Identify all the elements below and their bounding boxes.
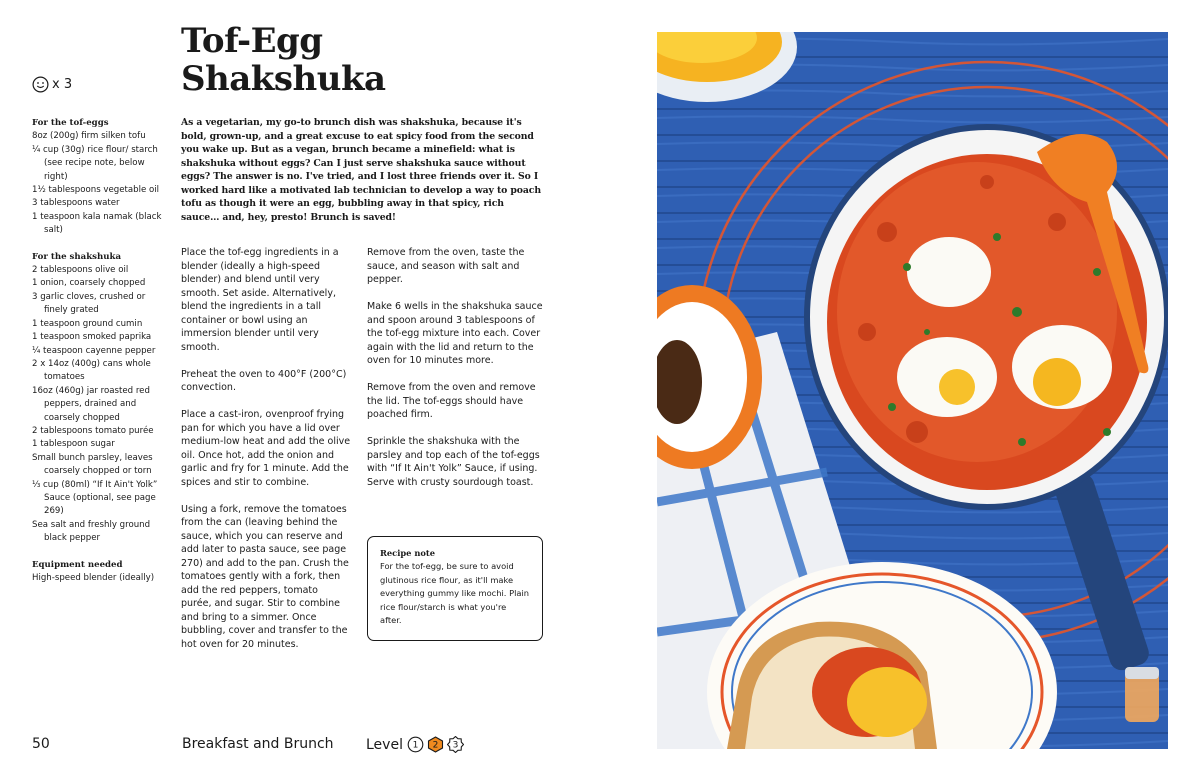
ingredient-item: 1 onion, coarsely chopped [32, 278, 146, 289]
ingredient-item: 8oz (200g) firm silken tofu [32, 131, 146, 142]
difficulty-level [366, 736, 464, 753]
shakshuka-items [32, 264, 168, 546]
method-step: Sprinkle the shakshuka with the parsley and top each of the tof-eggs with “If It Ain't Yolk” Sauce, if using. Serve with crusty sourdough toast. [367, 436, 540, 488]
equipment-heading: Equipment needed [32, 559, 123, 570]
equipment-item: High-speed blender (ideally) [32, 573, 155, 583]
level-badges [407, 736, 464, 753]
recipe-note-text: For the tof-egg, be sure to avoid glutinous rice flour, as it'll make everything gummy like mochi. Plain rice flour/starch is what you're after. [380, 561, 530, 626]
svg-text:1: 1 [412, 740, 419, 751]
smiley-face-icon [32, 76, 49, 93]
tofegg-items [32, 130, 168, 237]
ingredient-item: 2 x 14oz (400g) cans whole tomatoes [32, 358, 151, 383]
method-step: Make 6 wells in the shakshuka sauce and spoon around 3 tablespoons of the tof-egg mixture into each. Cover again with the lid and return to the oven for 10 minutes more. [367, 301, 543, 366]
shakshuka-heading: For the shakshuka [32, 251, 122, 262]
method-step: Remove from the oven and remove the lid. The tof-eggs should have poached firm. [367, 382, 536, 420]
level-badge-2 [427, 736, 444, 753]
equipment-items [32, 572, 168, 585]
level-label: Level [366, 736, 403, 753]
ingredient-item: ¼ teaspoon cayenne pepper [32, 345, 156, 356]
shakshuka-photo-illustration [657, 32, 1168, 749]
serves-indicator [32, 76, 72, 93]
ingredients-list [32, 117, 168, 585]
method-step: Place a cast-iron, ovenproof frying pan for which you have a lid over medium-low heat and add the olive oil. Once hot, add the onion and garlic and fry for 1 minute. Add the spices and stir to combine. [181, 409, 351, 488]
ingredient-item: 1 teaspoon ground cumin [32, 318, 143, 329]
ingredient-item: 1 teaspoon kala namak (black salt) [32, 211, 162, 236]
ingredient-item: 2 tablespoons olive oil [32, 265, 129, 276]
method-step: Preheat the oven to 400°F (200°C) convection. [181, 368, 347, 393]
section-name: Breakfast and Brunch [182, 736, 334, 752]
ingredient-item: 16oz (460g) jar roasted red peppers, drained and coarsely chopped [32, 385, 150, 423]
ingredient-item: 3 garlic cloves, crushed or finely grated [32, 291, 146, 316]
method-column-2 [367, 246, 543, 503]
ingredient-item: Sea salt and freshly ground black pepper [32, 519, 151, 544]
tofegg-heading: For the tof-eggs [32, 118, 109, 128]
ingredient-item: 1 tablespoon sugar [32, 439, 115, 450]
intro-paragraph: As a vegetarian, my go-to brunch dish was shakshuka, because it's bold, grown-up, and a great excuse to eat spicy food from the second you wake up. But as a vegan, brunch became a minefield: what is shakshuka without eggs? Can I just serve shakshuka sauce without eggs? The answer is no. I've tried, and I lost three friends over it. So I worked hard like a motivated lab technician to develop a way to poach tofu as though it were an egg, bubbling away in that spicy, rich sauce… and, hey, presto! Brunch is saved! [181, 117, 542, 223]
method-step: Place the tof-egg ingredients in a blender (ideally a high-speed blender) and blend until very smooth. Set aside. Alternatively, blend the ingredients in a tall container or bowl using an immersion blender until very smooth. [181, 247, 339, 353]
svg-text:2: 2 [432, 740, 439, 751]
svg-text:3: 3 [452, 740, 459, 751]
serves-count: x 3 [52, 77, 73, 92]
recipe-title [181, 22, 386, 98]
ingredient-item: Small bunch parsley, leaves coarsely chopped or torn [32, 452, 153, 477]
recipe-title-line2: Shakshuka [181, 59, 386, 99]
ingredient-item: 1½ tablespoons vegetable oil [32, 185, 160, 196]
recipe-note-box [367, 536, 543, 641]
ingredient-item: 3 tablespoons water [32, 198, 120, 209]
ingredient-item: ¼ cup (30g) rice flour/ starch (see recipe note, below right) [32, 144, 158, 182]
shakshuka-photo [657, 32, 1168, 749]
ingredient-item: 2 tablespoons tomato purée [32, 425, 154, 436]
level-badge-1 [407, 736, 424, 753]
recipe-title-line1: Tof-Egg [181, 21, 323, 61]
method-step: Remove from the oven, taste the sauce, and season with salt and pepper. [367, 247, 525, 285]
ingredient-item: 1 teaspoon smoked paprika [32, 332, 152, 343]
recipe-note-title: Recipe note [380, 548, 436, 558]
ingredient-item: ⅓ cup (80ml) “If It Ain't Yolk” Sauce (optional, see page 269) [32, 479, 158, 517]
method-column-1 [181, 246, 351, 665]
page-number: 50 [32, 736, 50, 752]
method-step: Using a fork, remove the tomatoes from the can (leaving behind the sauce, which you can reserve and add later to pasta sauce, see page 270) and add to the pan. Crush the tomatoes gently with a fork, then add the red peppers, tomato purée, and sugar. Stir to combine and bring to a simmer. Once bubbling, cover and transfer to the hot oven for 20 minutes. [181, 503, 349, 650]
level-badge-3 [447, 736, 464, 753]
